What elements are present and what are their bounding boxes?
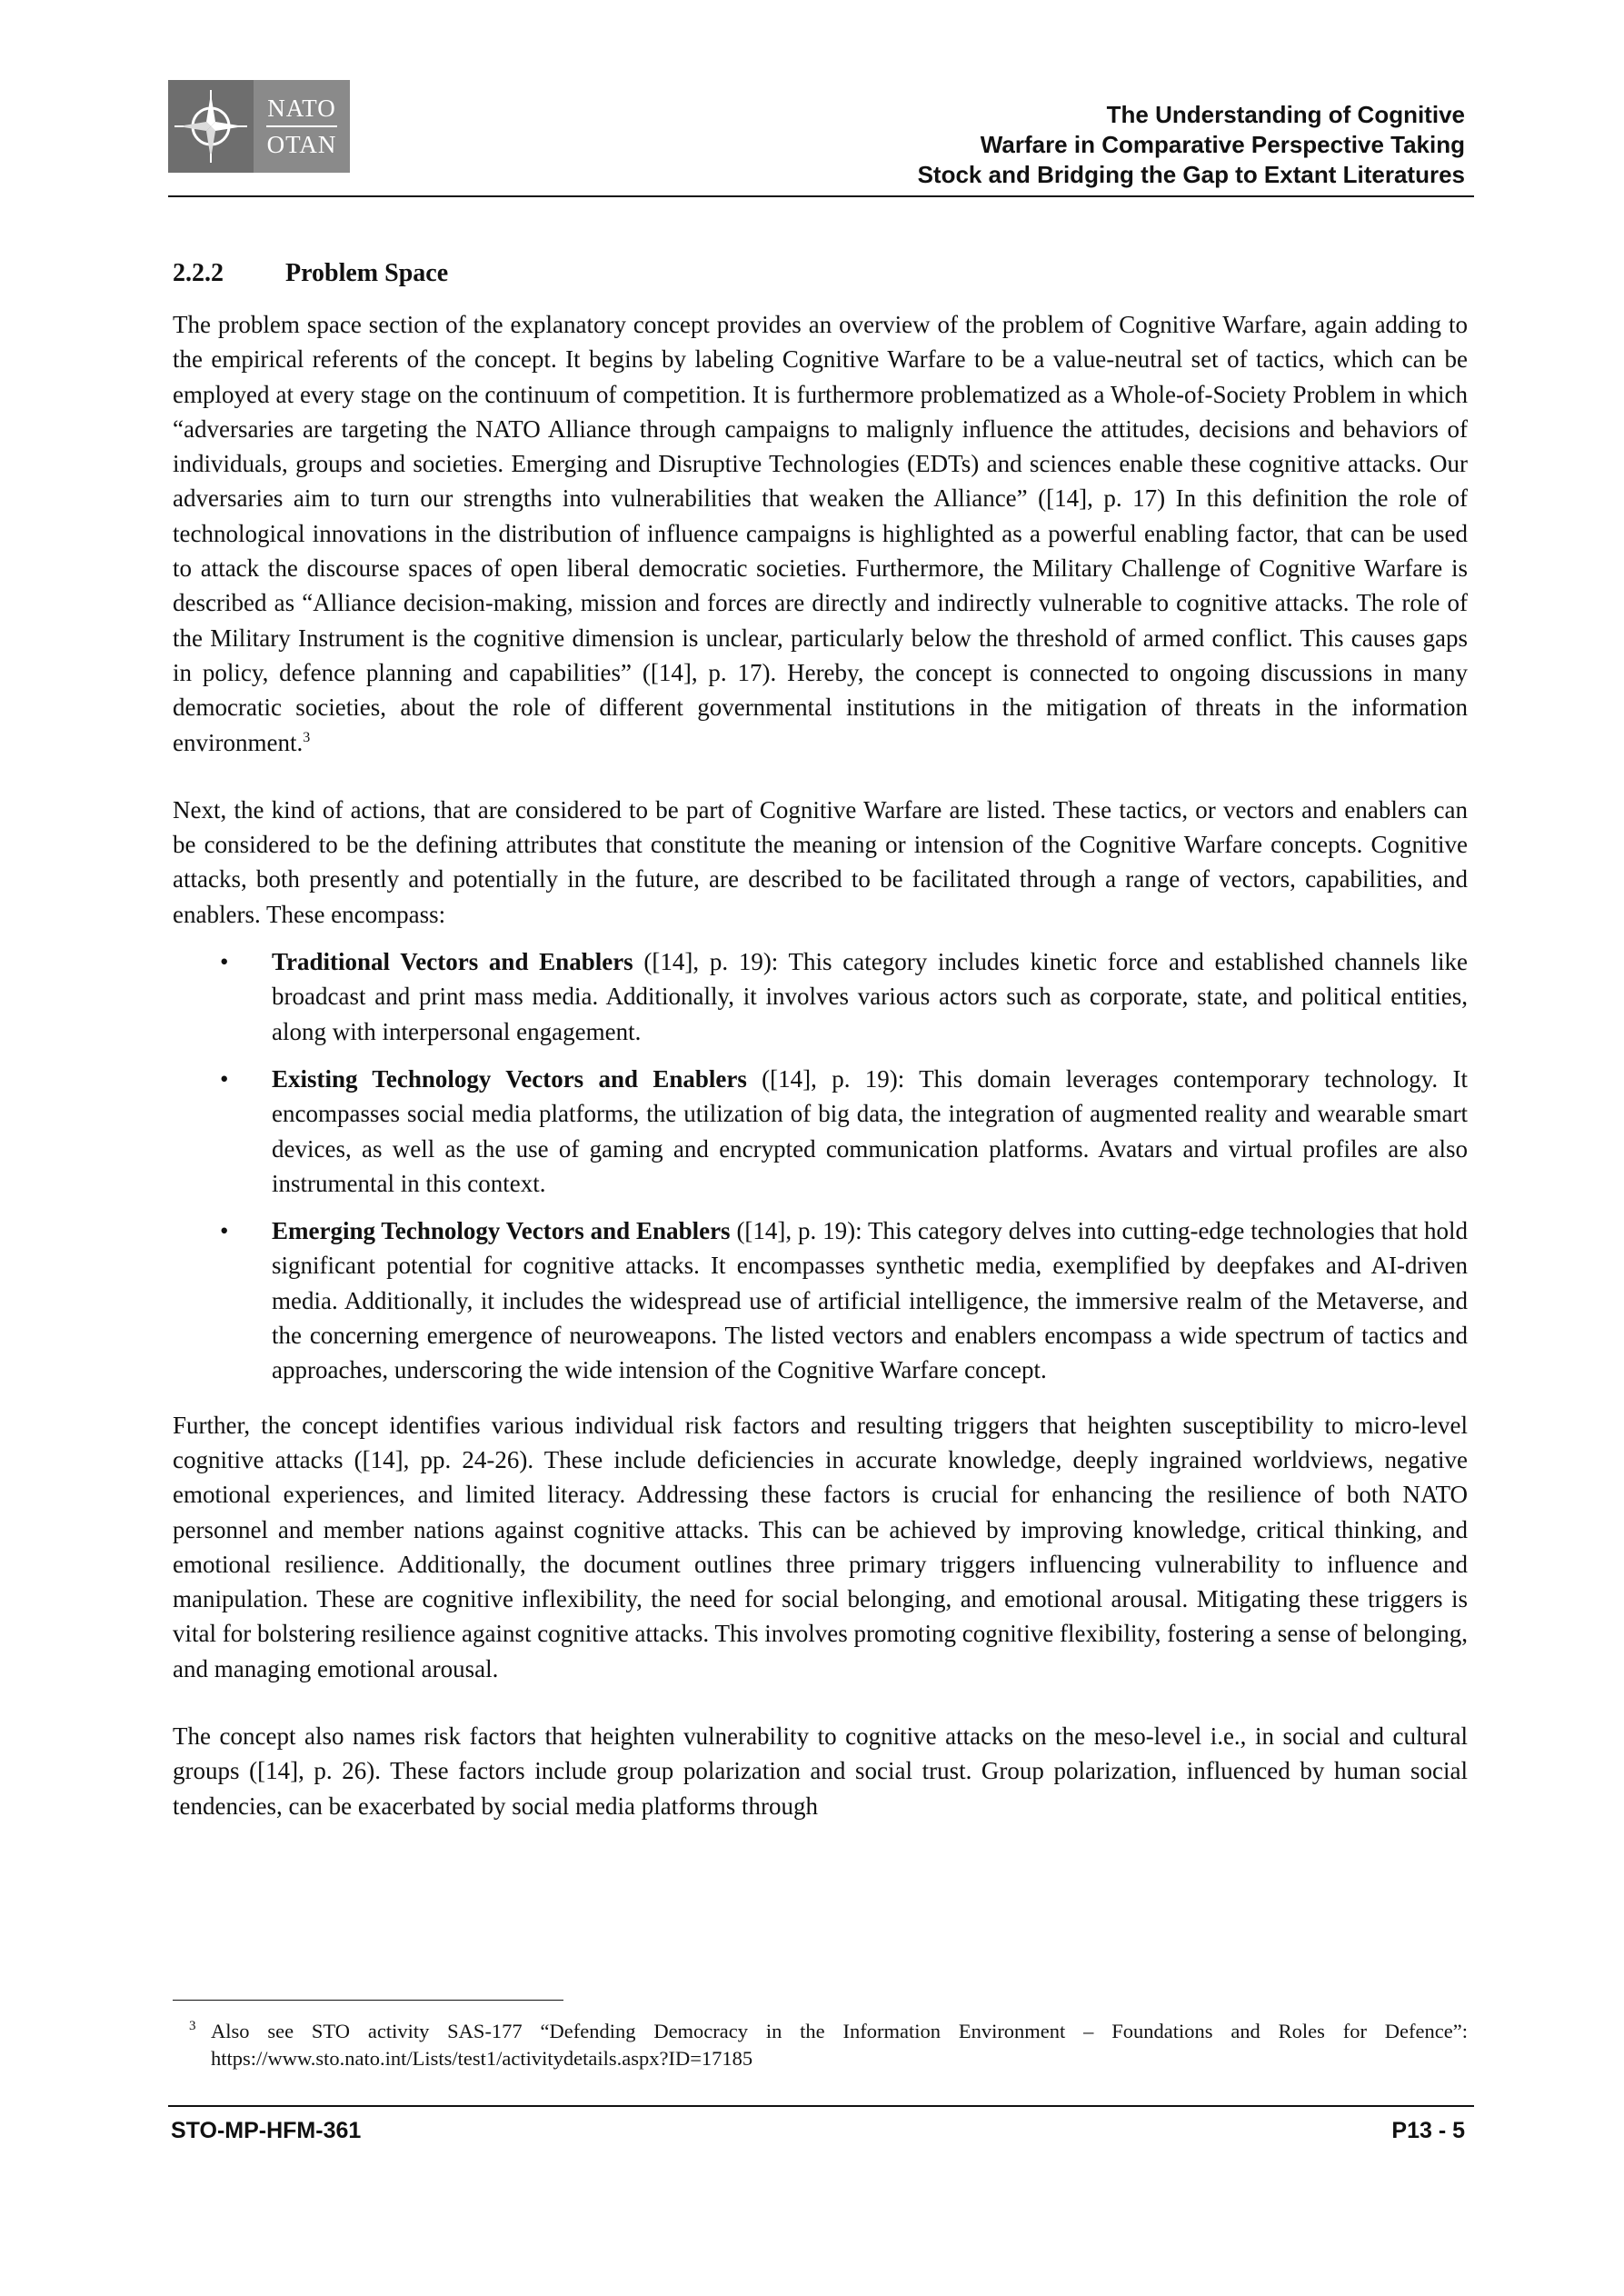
list-item-text: ([14], p. 19): This category includes kinetic force and established channels like broadcast and print mass media. Additionally, it involves various actors such as corporate, state, and political entities, along with interpersonal engagement. — [272, 948, 1468, 1045]
document-id: STO-MP-HFM-361 — [171, 2118, 362, 2143]
main-content — [173, 256, 1468, 1823]
list-item-title: Existing Technology Vectors and Enablers — [272, 1064, 747, 1093]
paragraph-1-text: The problem space section of the explanatory concept provides an overview of the problem of Cognitive Warfare, again adding to the empirical referents of the concept. It begins by labeling Cognitive Warfare to be a value-neutral set of tactics, which can be employed at every stage on the continuum of competition. It is furthermore problematized as a Whole-of-Society Problem in which “adversaries are targeting the NATO Alliance through campaigns to malignly influence the attitudes, decisions and behaviors of individuals, groups and societies. Emerging and Disruptive Technologies (EDTs) and sciences enable these cognitive attacks. Our adversaries aim to turn our strengths into vulnerabilities that weaken the Alliance” ([14], p. 17) In this definition the role of technological innovations in the distribution of influence campaigns is highlighted as a powerful enabling factor, that can be used to attack the discourse spaces of open liberal democratic societies. Furthermore, the Military Challenge of Cognitive Warfare is described as “Alliance decision-making, mission and forces are directly and indirectly vulnerable to cognitive attacks. The role of the Military Instrument is the cognitive dimension is unclear, particularly below the threshold of armed conflict. This causes gaps in policy, defence planning and capabilities” ([14], p. 17). Hereby, the concept is connected to ongoing discussions in many democratic societies, about the role of different governmental institutions in the mitigation of threats in the information environment. — [173, 311, 1468, 756]
logo-nato-text: NATO — [267, 95, 336, 122]
section-number: 2.2.2 — [173, 259, 224, 287]
list-item — [173, 944, 1468, 1049]
list-item — [173, 1062, 1468, 1201]
logo-otan-text: OTAN — [266, 131, 337, 158]
bullet-marker: • — [220, 1064, 229, 1093]
running-title-line-1: The Understanding of Cognitive — [1106, 101, 1465, 128]
logo-divider — [266, 125, 337, 127]
page-number: P13 - 5 — [1391, 2118, 1465, 2143]
page-header — [0, 0, 1624, 209]
footnote-rule — [173, 2000, 563, 2001]
list-item-text: ([14], p. 19): This domain leverages contemporary technology. It encompasses social media platforms, the utilization of big data, the integration of augmented reality and wearable smart devices, as well as the use of gaming and encrypted communication platforms. Avatars and virtual profiles are also instrumental in this context. — [272, 1064, 1468, 1197]
bullet-marker: • — [220, 948, 229, 976]
list-item-title: Traditional Vectors and Enablers — [272, 948, 633, 976]
paragraph-1 — [173, 307, 1468, 760]
list-item-text: ([14], p. 19): This category delves into cutting-edge technologies that hold significant potential for cognitive attacks. It encompasses synthetic media, exemplified by deepfakes and AI-driven media. Additionally, it includes the widespread use of artificial intelligence, the immersive realm of the Metaverse, and the concerning emergence of neuroweapons. The listed vectors and enablers encompass a wide spectrum of tactics and approaches, underscoring the wide intension of the Cognitive Warfare concept. — [272, 1217, 1468, 1384]
running-title-line-3: Stock and Bridging the Gap to Extant Literatures — [917, 161, 1465, 188]
section-title: Problem Space — [285, 259, 449, 287]
paragraph-3: Further, the concept identifies various individual risk factors and resulting triggers that heighten susceptibility to micro-level cognitive attacks ([14], pp. 24-26). These include deficiencies in accurate knowledge, deeply ingrained worldviews, negative emotional experiences, and limited literacy. Addressing these factors is crucial for enhancing the resilience of both NATO personnel and member nations against cognitive attacks. This can be achieved by improving knowledge, critical thinking, and emotional resilience. Additionally, the document outlines three primary triggers influencing vulnerability to influence and manipulation. These are cognitive inflexibility, the need for social belonging, and emotional arousal. Mitigating these triggers is vital for bolstering resilience against cognitive attacks. This involves promoting cognitive flexibility, fostering a sense of belonging, and managing emotional arousal. — [173, 1411, 1468, 1682]
footnote-ref[interactable]: 3 — [303, 729, 311, 745]
footnote-text: Also see STO activity SAS-177 “Defending Democracy in the Information Environment – Foundations and Roles for Defence”: https://www.sto.nato.int/Lists/test1/activitydetails.aspx?ID=17185 — [211, 2020, 1468, 2070]
running-title-line-2: Warfare in Comparative Perspective Taking — [980, 131, 1465, 158]
header-rule — [168, 195, 1474, 197]
running-title — [918, 100, 1465, 190]
logo-wordmark — [254, 80, 350, 173]
footnote — [173, 2018, 1468, 2072]
section-heading — [173, 256, 1468, 291]
paragraph-2: Next, the kind of actions, that are considered to be part of Cognitive Warfare are listed. These tactics, or vectors and enablers can be considered to be the defining attributes that constitute the meaning or intension of the Cognitive Warfare concepts. Cognitive attacks, both presently and potentially in the future, are described to be facilitated through a range of vectors, capabilities, and enablers. These encompass: — [173, 795, 1468, 928]
footnote-number: 3 — [189, 2019, 196, 2033]
footer-rule — [168, 2105, 1474, 2107]
nato-otan-logo — [168, 80, 350, 173]
bullet-marker: • — [220, 1217, 229, 1245]
list-item-title: Emerging Technology Vectors and Enablers — [272, 1217, 731, 1245]
paragraph-4: The concept also names risk factors that heighten vulnerability to cognitive attacks on the meso-level i.e., in social and cultural groups ([14], p. 26). These factors include group polarization and social trust. Group polarization, influenced by human social tendencies, can be exacerbated by social media platforms through — [173, 1722, 1468, 1820]
bullet-list — [173, 944, 1468, 1388]
list-item — [173, 1213, 1468, 1387]
nato-compass-star-icon — [168, 80, 254, 173]
